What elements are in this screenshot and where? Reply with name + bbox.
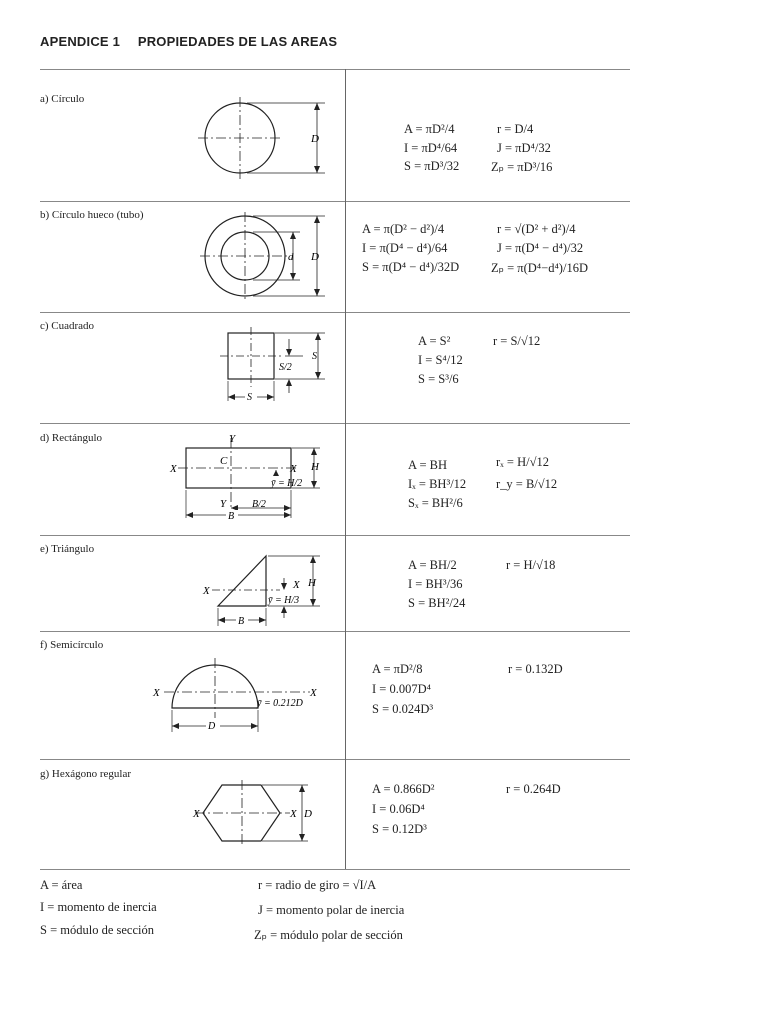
formula: A = BH/2 bbox=[408, 558, 457, 572]
formula: Zₚ = π(D⁴−d⁴)/16D bbox=[491, 261, 588, 275]
axis-label: X bbox=[290, 808, 297, 820]
formula: A = BH bbox=[408, 458, 448, 472]
square-figure bbox=[215, 325, 335, 405]
row-label-rectangle: d) Rectángulo bbox=[40, 432, 103, 444]
formula: S = S³/6 bbox=[418, 372, 459, 386]
appendix-number: APENDICE 1 bbox=[40, 34, 121, 49]
dim-label: B bbox=[238, 616, 245, 627]
row-label-triangle: e) Triángulo bbox=[40, 543, 95, 555]
formula: J = π(D⁴ − d⁴)/32 bbox=[497, 241, 584, 255]
row-label-tube: b) Círculo hueco (tubo) bbox=[40, 209, 144, 221]
column-divider bbox=[345, 69, 346, 869]
axis-label: X bbox=[193, 808, 200, 820]
axis-label: X bbox=[290, 463, 297, 475]
formula: I = 0.007D⁴ bbox=[372, 682, 431, 696]
axis-label: X bbox=[293, 579, 300, 591]
row-label-semicircle: f) Semicírculo bbox=[40, 639, 104, 651]
formula: S = BH²/24 bbox=[408, 596, 466, 610]
dim-label: D bbox=[208, 721, 216, 732]
axis-label: Y bbox=[220, 498, 227, 510]
formula: A = πD²/8 bbox=[372, 662, 423, 676]
axis-label: X bbox=[203, 585, 210, 597]
dim-label: S/2 bbox=[279, 362, 292, 373]
formula: r = H/√18 bbox=[506, 558, 556, 572]
formula: A = 0.866D² bbox=[372, 782, 435, 796]
page-title bbox=[40, 34, 337, 49]
formula: S = 0.024D³ bbox=[372, 702, 434, 716]
triangle-figure bbox=[200, 548, 335, 628]
formula: Sₓ = BH²/6 bbox=[408, 496, 463, 510]
axis-label: Y bbox=[229, 433, 236, 445]
formula: r = 0.264D bbox=[506, 782, 561, 796]
axis-label: X bbox=[153, 687, 160, 699]
formula: S = 0.12D³ bbox=[372, 822, 427, 836]
formula: r = D/4 bbox=[497, 122, 534, 136]
formula: S = πD³/32 bbox=[404, 159, 460, 173]
divider bbox=[40, 759, 630, 760]
divider bbox=[40, 312, 630, 313]
formula: I = 0.06D⁴ bbox=[372, 802, 425, 816]
formula: S = π(D⁴ − d⁴)/32D bbox=[362, 260, 460, 274]
formula: r = S/√12 bbox=[493, 334, 541, 348]
row-label-hexagon: g) Hexágono regular bbox=[40, 768, 132, 780]
formula: rₓ = H/√12 bbox=[496, 455, 549, 469]
rectangle-figure bbox=[168, 430, 338, 522]
dim-label: S bbox=[247, 392, 252, 403]
legend-item: A = área bbox=[40, 878, 83, 892]
divider bbox=[40, 201, 630, 202]
divider bbox=[40, 69, 630, 70]
divider bbox=[40, 869, 630, 870]
divider bbox=[40, 423, 630, 424]
dim-label: D bbox=[311, 251, 319, 263]
formula: Zₚ = πD³/16 bbox=[491, 160, 553, 174]
dim-label: ȳ = H/2 bbox=[271, 478, 303, 489]
formula: A = πD²/4 bbox=[404, 122, 455, 136]
formula: r_y = B/√12 bbox=[496, 477, 558, 491]
dim-label: d bbox=[288, 251, 294, 263]
legend-item: r = radio de giro = √I/A bbox=[258, 878, 377, 892]
formula: A = π(D² − d²)/4 bbox=[362, 222, 445, 236]
tube-figure bbox=[195, 212, 335, 302]
formula: r = √(D² + d²)/4 bbox=[497, 222, 576, 236]
formula: Iₓ = BH³/12 bbox=[408, 477, 467, 491]
dim-label: ȳ = H/3 bbox=[268, 595, 300, 606]
divider bbox=[40, 535, 630, 536]
appendix-title: PROPIEDADES DE LAS AREAS bbox=[137, 34, 338, 49]
row-label-square: c) Cuadrado bbox=[40, 320, 95, 332]
centroid-label: C bbox=[220, 455, 228, 467]
formula: A = S² bbox=[418, 334, 451, 348]
formula: I = S⁴/12 bbox=[418, 353, 463, 367]
formula: I = π(D⁴ − d⁴)/64 bbox=[362, 241, 448, 255]
circle-figure bbox=[195, 95, 335, 185]
legend-item: I = momento de inercia bbox=[40, 900, 157, 914]
formula: J = πD⁴/32 bbox=[497, 141, 551, 155]
dim-label: D bbox=[304, 808, 312, 820]
axis-label: X bbox=[170, 463, 177, 475]
dim-label: H bbox=[308, 577, 316, 589]
legend-item: J = momento polar de inercia bbox=[258, 903, 405, 917]
formula: I = BH³/36 bbox=[408, 577, 463, 591]
dim-label: D bbox=[311, 133, 319, 145]
formula: I = πD⁴/64 bbox=[404, 141, 458, 155]
divider bbox=[40, 631, 630, 632]
legend-item: Zₚ = módulo polar de sección bbox=[254, 928, 403, 942]
dim-label: B bbox=[228, 511, 235, 522]
axis-label: X bbox=[310, 687, 317, 699]
hexagon-figure bbox=[190, 780, 330, 850]
semicircle-figure bbox=[150, 656, 330, 736]
legend-item: S = módulo de sección bbox=[40, 923, 154, 937]
dim-label: ȳ = 0.212D bbox=[257, 698, 303, 709]
formula: r = 0.132D bbox=[508, 662, 563, 676]
dim-label: H bbox=[311, 461, 319, 473]
dim-label: B/2 bbox=[252, 499, 266, 510]
dim-label: S bbox=[312, 351, 317, 362]
row-label-circle: a) Círculo bbox=[40, 93, 85, 105]
